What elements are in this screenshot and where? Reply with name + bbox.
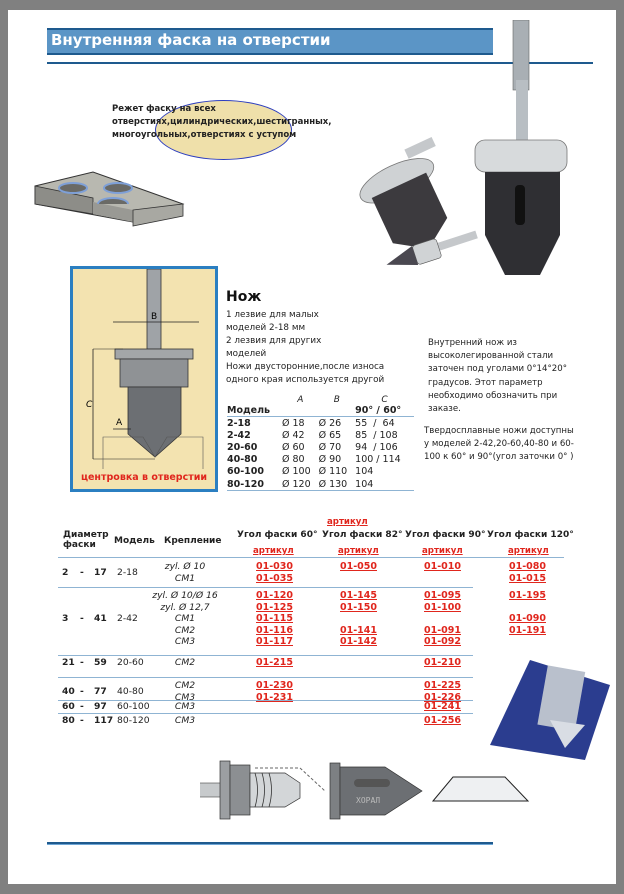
article-link[interactable]: 01-241 [424,701,461,712]
workpiece-block-illustration [33,164,193,234]
article-link[interactable]: 01-141 [340,624,377,636]
model-cell: 40-80 [117,685,144,697]
header-model: Модель [114,536,155,546]
callout-line: отверстиях,цилиндрических,шестигранных, [112,117,332,127]
info-line: Твердосплавные ножи доступны [424,426,574,436]
dim-header-c-sub: 90° / 60° [355,405,402,416]
callout-line: многоугольных,отверстиях с уступом [112,130,297,140]
diameter-to: 77 [94,685,107,697]
article-link[interactable]: 01-145 [340,590,377,601]
article-link[interactable]: 01-080 [509,561,546,572]
knife-line: Ножи двусторонние,после износа [226,362,385,372]
table-row-divider [58,557,564,558]
model-cell: 2-18 [117,566,138,578]
knife-heading: Нож [226,289,262,305]
article-link[interactable]: 01-256 [424,715,461,726]
countersink-tools-photo [330,20,600,310]
mount-cell: CM1 [174,613,196,624]
diameter-to: 41 [94,613,107,624]
article-link[interactable]: 01-010 [424,561,461,572]
dim-row [227,429,414,441]
article-link[interactable]: 01-230 [256,680,293,691]
diagram-caption: центровка в отверстии [80,472,208,483]
knife-line: одного края используется другой [226,375,385,385]
mount-cell: CM2 [174,680,196,691]
header-angle-90: Угол фаски 90° [405,530,486,540]
header-diameter [63,530,109,550]
dim-label-a: A [116,418,123,428]
article-link-top[interactable]: артикул [327,517,368,527]
dim-cell-model: 60-100 [227,466,264,478]
article-link[interactable]: 01-215 [256,657,293,668]
article-link[interactable]: 01-090 [509,613,546,624]
dim-cell-a: Ø 120 [282,478,311,490]
table-row-divider [58,677,473,678]
knife-line: 2 лезвия для других [226,336,322,346]
diameter-to: 59 [94,657,107,668]
dim-cell-a: Ø 60 [282,441,305,453]
table-row-divider [58,655,473,656]
dim-cell-c: 94 / 106 [355,441,398,453]
dim-cell-a: Ø 80 [282,454,305,466]
knife-description [226,309,426,387]
article-link[interactable]: 01-150 [340,601,377,613]
dimensions-table [227,395,414,491]
diameter-from: 21 [62,657,75,668]
info-line: необходимо обозначить при [428,390,558,401]
brand-mark: ХОРАЛ [356,796,381,805]
dim-cell-a: Ø 18 [282,417,305,429]
article-link[interactable]: 01-231 [256,691,293,703]
knife-line: 1 лезвие для малых [226,310,319,320]
dim-cell-c: 85 / 108 [355,429,398,441]
callout-line: Режет фаску на всех [112,104,216,114]
table-row-divider [58,587,473,588]
article-link[interactable]: 01-095 [424,590,461,601]
article-link[interactable]: 01-142 [340,636,377,647]
article-header-60[interactable]: артикул [253,546,294,556]
diameter-to: 97 [94,701,107,712]
diameter-from: 40 [62,685,75,697]
info-line: высоколегированной стали [428,351,554,362]
mount-cell: CM3 [174,691,196,703]
info-line: Внутренний нож из [428,338,517,348]
knife-line: моделей 2-18 мм [226,323,306,333]
knife-assembly-illustration [200,743,540,833]
dim-cell-b: Ø 70 [318,441,342,453]
header-angle-120: Угол фаски 120° [487,530,574,540]
diameter-to: 17 [94,566,107,578]
article-link[interactable]: 01-092 [424,636,461,647]
dim-cell-c: 104 [355,478,374,490]
dim-cell-b: Ø 130 [318,478,348,490]
article-link[interactable]: 01-117 [256,636,293,647]
model-cell: 20-60 [117,657,144,668]
dim-row [227,466,414,478]
dim-cell-b: Ø 26 [318,417,342,429]
diameter-from: 2 [62,566,69,578]
page-title: Внутренняя фаска на отверстии [51,31,331,49]
diameter-separator: - [80,701,84,712]
dim-cell-c: 104 [355,466,374,478]
dim-header-b: B [333,395,340,405]
dim-cell-b: Ø 110 [318,466,348,478]
dim-cell-a: Ø 42 [282,429,305,441]
dim-row [227,478,414,491]
article-link[interactable]: 01-116 [256,624,293,636]
dim-cell-c: 100 / 114 [355,454,401,466]
article-link[interactable]: 01-191 [509,624,546,636]
diameter-from: 80 [62,715,75,726]
dim-cell-model: 2-18 [227,417,251,429]
dim-cell-model: 20-60 [227,441,258,453]
dim-header-model: Модель [227,405,271,416]
mount-cell: CM3 [174,701,196,712]
knife-line: моделей [226,349,267,359]
dim-row [227,454,414,466]
diameter-separator: - [80,613,84,624]
article-link[interactable]: 01-100 [424,601,461,613]
info-line: заточен под уголами 0°14°20° [428,364,568,375]
header-angle-82: Угол фаски 82° [322,530,403,540]
article-header-120[interactable]: артикул [508,546,549,556]
bottom-rule [47,842,493,845]
dim-label-b: B [151,312,158,322]
dim-cell-a: Ø 100 [282,466,311,478]
mount-cell: CM2 [174,657,196,668]
article-link[interactable]: 01-030 [256,561,293,572]
article-link[interactable]: 01-120 [256,590,293,601]
header-mount: Крепление [164,536,222,546]
diameter-separator: - [80,566,84,578]
tool-dimension-drawing [73,269,215,469]
mount-cell: zyl. Ø 12,7 [160,601,210,613]
header-angle-60: Угол фаски 60° [237,530,318,540]
article-link[interactable]: 01-125 [256,601,293,613]
article-link[interactable]: 01-035 [256,572,293,584]
dim-cell-model: 80-120 [227,478,264,490]
info-line: заказе. [428,404,461,415]
article-link[interactable]: 01-091 [424,624,461,636]
mount-cell: CM1 [174,572,196,584]
header-diameter-line: фаски [63,540,96,550]
dim-row [227,417,414,430]
article-link[interactable]: 01-115 [256,613,293,624]
dim-header-c: C [381,395,388,405]
mount-cell: CM2 [174,624,196,636]
dim-cell-b: Ø 90 [318,454,342,466]
knife-steel-info [428,337,598,416]
diameter-to: 117 [94,715,114,726]
diameter-from: 3 [62,613,69,624]
dim-cell-c: 55 / 64 [355,417,395,429]
dim-label-c: C [86,400,93,410]
article-link[interactable]: 01-226 [424,691,461,703]
info-line: у моделей 2-42,20-60,40-80 и 60- [424,439,574,449]
tool-dimension-diagram [70,266,218,492]
article-link[interactable]: 01-195 [509,590,546,601]
info-line: градусов. Этот параметр [428,377,543,388]
model-cell: 60-100 [117,701,150,712]
callout-text [112,103,342,142]
diameter-separator: - [80,715,84,726]
article-link[interactable]: 01-050 [340,561,377,572]
dim-row [227,441,414,453]
diameter-from: 60 [62,701,75,712]
article-link[interactable]: 01-210 [424,657,461,668]
dim-cell-model: 2-42 [227,429,251,441]
model-cell: 80-120 [117,715,150,726]
info-line: 100 к 60° и 90°(угол заточки 0° ) [424,452,574,462]
dim-header-a: A [297,395,304,405]
table-row-divider [58,713,473,714]
dim-cell-model: 40-80 [227,454,258,466]
header-diameter-line: Диаметр [63,530,109,540]
mount-cell: zyl. Ø 10/Ø 16 [152,590,218,601]
carbide-knife-info [424,425,599,464]
mount-cell: zyl. Ø 10 [164,561,206,572]
mount-cell: CM3 [174,715,196,726]
diameter-separator: - [80,685,84,697]
dim-cell-b: Ø 65 [318,429,342,441]
diameter-separator: - [80,657,84,668]
model-cell: 2-42 [117,613,138,624]
article-link[interactable]: 01-225 [424,680,461,691]
article-header-90[interactable]: артикул [422,546,463,556]
mount-cell: CM3 [174,636,196,647]
article-link[interactable]: 01-015 [509,572,546,584]
article-header-82[interactable]: артикул [338,546,379,556]
